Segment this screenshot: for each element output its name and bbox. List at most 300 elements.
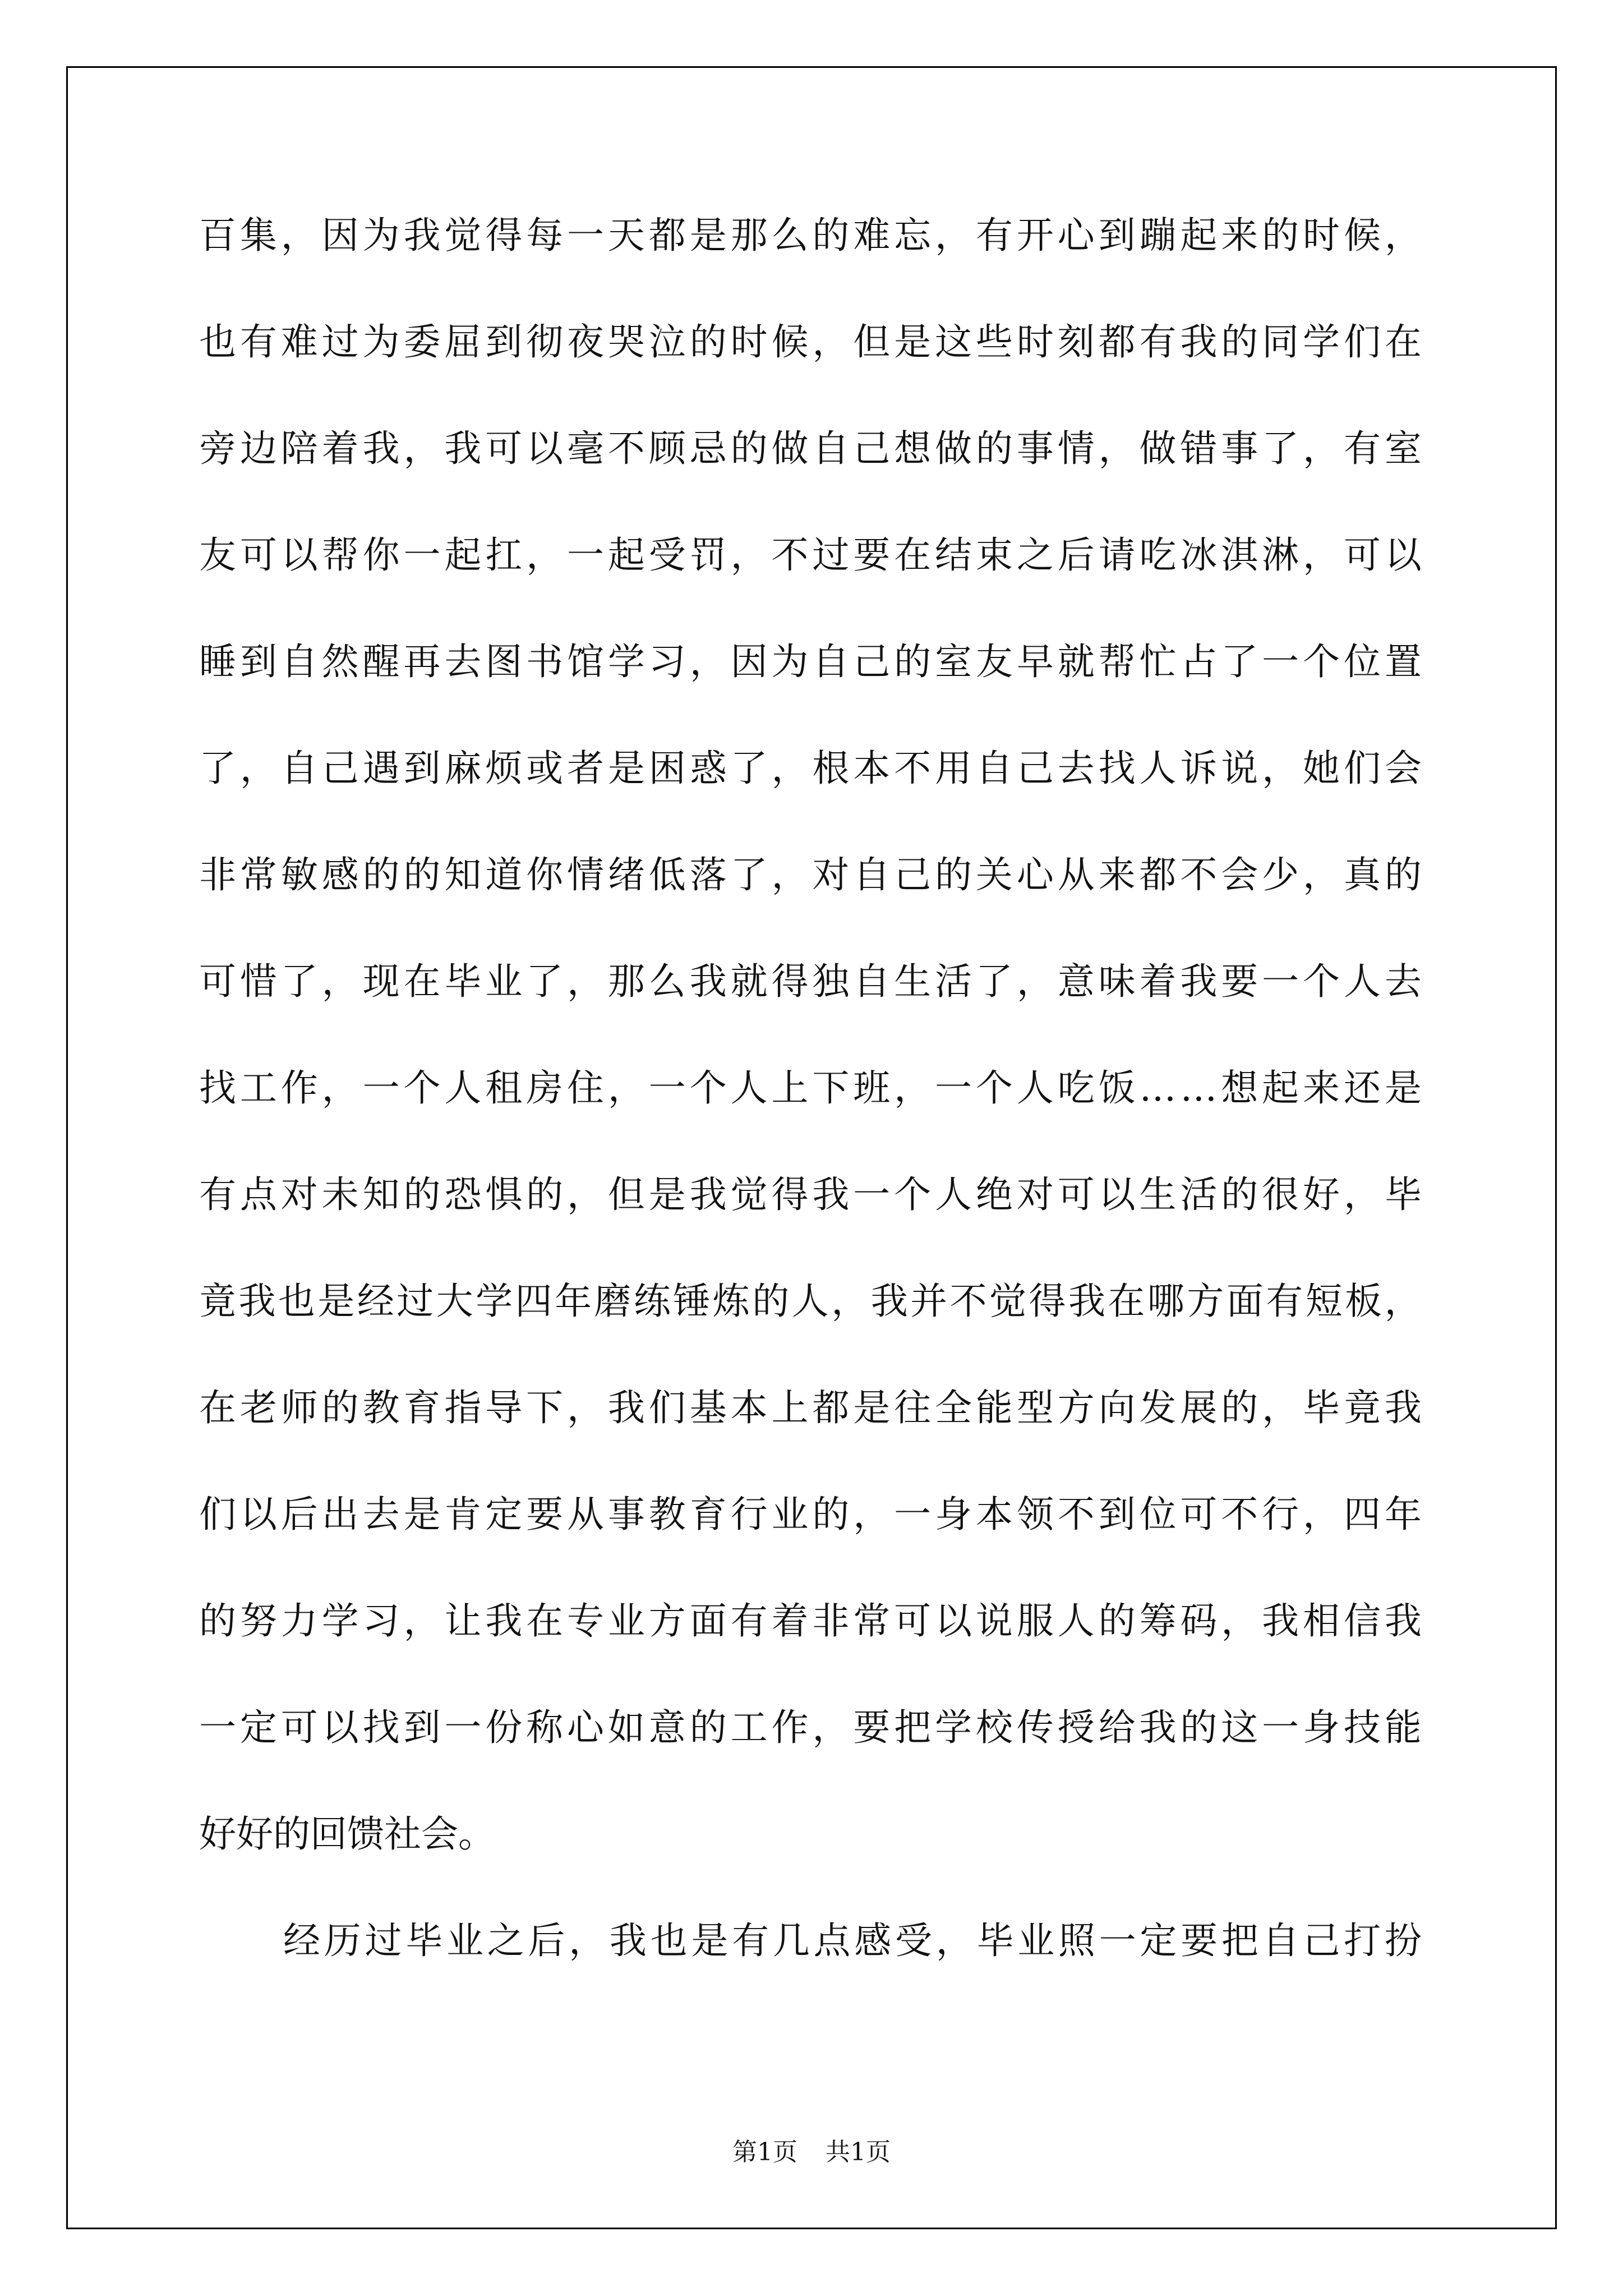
glyph: ， [1303, 853, 1340, 896]
glyph: 自 [280, 640, 318, 683]
glyph: 是 [689, 214, 727, 257]
glyph: 了 [730, 747, 768, 790]
glyph: 的 [362, 853, 400, 896]
glyph: 去 [362, 1493, 400, 1536]
glyph: 基 [689, 1386, 727, 1429]
glyph: 过 [321, 320, 359, 364]
glyph: 个 [1303, 640, 1340, 683]
glyph: 就 [730, 960, 768, 1003]
glyph: 我 [362, 427, 400, 470]
glyph: 是 [403, 1493, 441, 1536]
glyph: 常 [239, 853, 277, 896]
glyph: ， [403, 1599, 441, 1642]
glyph: 我 [403, 214, 441, 257]
glyph: 心 [567, 1706, 605, 1749]
glyph: 指 [444, 1386, 482, 1429]
glyph: 麻 [444, 747, 482, 790]
glyph: ， [771, 747, 809, 790]
glyph: 经 [357, 1280, 394, 1323]
glyph: 可 [239, 533, 277, 577]
glyph: 做 [935, 427, 972, 470]
glyph: 事 [607, 1493, 645, 1536]
glyph: 四 [515, 1280, 552, 1323]
glyph: 意 [648, 1706, 686, 1749]
text-line [199, 1913, 1422, 2019]
glyph: 有 [1343, 427, 1381, 470]
glyph: ， [567, 1386, 605, 1429]
glyph: 学 [935, 1706, 972, 1749]
glyph: 个 [894, 1173, 932, 1216]
glyph: 的 [1262, 214, 1299, 257]
glyph: ， [1262, 747, 1299, 790]
glyph: 如 [607, 1706, 645, 1749]
glyph: 可 [199, 960, 236, 1003]
glyph: 罚 [689, 533, 727, 577]
glyph: 我 [238, 1280, 276, 1323]
glyph: 有 [199, 1173, 236, 1216]
glyph: 情 [567, 853, 605, 896]
glyph: 难 [853, 214, 891, 257]
glyph: 我 [870, 1280, 908, 1323]
glyph: 个 [689, 1066, 727, 1110]
glyph: 炼 [712, 1280, 750, 1323]
glyph: 同 [1262, 320, 1299, 364]
glyph: 行 [730, 1493, 768, 1536]
glyph: 身 [1303, 1706, 1340, 1749]
glyph: 起 [1262, 1066, 1299, 1110]
glyph: 定 [485, 1493, 523, 1536]
glyph: 以 [321, 1706, 359, 1749]
glyph: 不 [1180, 853, 1218, 896]
glyph: 是 [648, 1173, 686, 1216]
glyph: ， [569, 1919, 606, 1962]
glyph: 工 [730, 1706, 768, 1749]
glyph: 自 [853, 960, 891, 1003]
glyph: 来 [1221, 214, 1258, 257]
glyph: 哭 [607, 320, 645, 364]
glyph: 未 [321, 1173, 359, 1216]
glyph: 在 [1108, 1280, 1145, 1323]
glyph: 过 [365, 1919, 402, 1962]
glyph: 业 [446, 1919, 483, 1962]
glyph: 打 [1344, 1919, 1381, 1962]
glyph: 租 [485, 1066, 523, 1110]
glyph: 起 [444, 533, 482, 577]
glyph: 这 [935, 320, 972, 364]
glyph: 个 [403, 1066, 441, 1110]
glyph: 教 [362, 1386, 400, 1429]
glyph: 下 [812, 1066, 850, 1110]
glyph: ， [239, 747, 277, 790]
glyph: 因 [730, 640, 768, 683]
glyph: 会 [1384, 747, 1422, 790]
glyph: 做 [771, 427, 809, 470]
glyph: 了 [730, 853, 768, 896]
glyph: 困 [648, 747, 686, 790]
glyph: 本 [730, 1386, 768, 1429]
glyph: 过 [812, 533, 850, 577]
text-line [199, 954, 1422, 1060]
glyph: 的 [894, 640, 932, 683]
glyph: 有 [975, 214, 1013, 257]
glyph: 个 [1303, 960, 1340, 1003]
glyph: 好 [1303, 1173, 1340, 1216]
glyph: 以 [239, 1493, 277, 1536]
glyph: 作 [771, 1706, 809, 1749]
glyph: 哪 [1147, 1280, 1184, 1323]
glyph: 吃 [1139, 533, 1177, 577]
glyph: 一 [1262, 960, 1299, 1003]
glyph: 己 [853, 640, 891, 683]
glyph: 边 [239, 427, 277, 470]
glyph: 的 [1221, 1386, 1258, 1429]
glyph: 得 [1029, 1280, 1066, 1323]
glyph: 力 [280, 1599, 318, 1642]
glyph: 服 [1016, 1599, 1054, 1642]
glyph: 很 [1262, 1173, 1299, 1216]
glyph: 敏 [280, 853, 318, 896]
glyph: 睡 [199, 640, 236, 683]
glyph: 班 [853, 1066, 891, 1110]
glyph: 忌 [689, 427, 727, 470]
glyph: 绝 [975, 1173, 1013, 1216]
text-line [199, 1273, 1422, 1380]
glyph: 活 [935, 960, 972, 1003]
page-number: 第1页 [732, 2138, 797, 2166]
glyph: 己 [894, 853, 932, 896]
glyph: 也 [199, 320, 236, 364]
glyph: 然 [321, 640, 359, 683]
glyph: 了 [280, 960, 318, 1003]
glyph: 习 [362, 1599, 400, 1642]
glyph: 屈 [444, 320, 482, 364]
glyph: ， [403, 427, 441, 470]
glyph: 独 [812, 960, 850, 1003]
glyph: 校 [975, 1706, 1013, 1749]
glyph: 的 [1221, 320, 1258, 364]
glyph: 之 [487, 1919, 524, 1962]
glyph: 低 [648, 853, 686, 896]
text-line [199, 847, 1422, 954]
glyph: 忙 [1139, 640, 1177, 683]
glyph: 以 [1098, 1173, 1136, 1216]
glyph: 不 [607, 427, 645, 470]
glyph: 一 [444, 1706, 482, 1749]
glyph: 一 [1262, 1706, 1299, 1749]
glyph: 么 [771, 214, 809, 257]
glyph: 一 [403, 533, 441, 577]
glyph: 诉 [1180, 747, 1218, 790]
glyph: 本 [853, 747, 891, 790]
glyph: … [1139, 1066, 1177, 1110]
glyph: ， [771, 853, 809, 896]
glyph: 育 [689, 1493, 727, 1536]
glyph: 学 [607, 640, 645, 683]
glyph: 筹 [1139, 1599, 1177, 1642]
glyph: ， [1262, 1386, 1299, 1429]
glyph: 要 [853, 1706, 891, 1749]
glyph: 非 [812, 1599, 850, 1642]
glyph: 扛 [485, 533, 523, 577]
glyph: ， [812, 1706, 850, 1749]
text-line [199, 1060, 1422, 1167]
glyph: 的 [689, 320, 727, 364]
glyph: 在 [526, 1599, 564, 1642]
glyph: 是 [1384, 1066, 1422, 1110]
glyph: 味 [1098, 960, 1136, 1003]
glyph: 以 [526, 427, 564, 470]
glyph: 努 [239, 1599, 277, 1642]
glyph: 份 [485, 1706, 523, 1749]
glyph: 全 [935, 1386, 972, 1429]
glyph: 可 [280, 1706, 318, 1749]
glyph: 在 [1384, 320, 1422, 364]
glyph: 锤 [673, 1280, 711, 1323]
glyph: 束 [975, 533, 1013, 577]
glyph: ， [812, 320, 850, 364]
glyph: 起 [607, 533, 645, 577]
glyph: 了 [1221, 640, 1258, 683]
glyph: 们 [1343, 320, 1381, 364]
glyph: ， [894, 1066, 932, 1110]
glyph: 都 [648, 214, 686, 257]
glyph: 友 [199, 533, 236, 577]
glyph: 一 [199, 1706, 236, 1749]
glyph: 的 [403, 853, 441, 896]
glyph: ， [567, 1173, 605, 1216]
glyph: 烦 [485, 747, 523, 790]
glyph: ， [1303, 427, 1340, 470]
text-line [199, 314, 1422, 421]
glyph: 是 [894, 320, 932, 364]
glyph: 历 [324, 1919, 361, 1962]
glyph: 的 [812, 1493, 850, 1536]
glyph: 人 [791, 1280, 829, 1323]
glyph: 一 [567, 214, 605, 257]
glyph: 我 [1384, 1386, 1422, 1429]
glyph: 一 [648, 1066, 686, 1110]
glyph: 是 [853, 1386, 891, 1429]
glyph: 每 [526, 214, 564, 257]
glyph: 一 [935, 1066, 972, 1110]
glyph: 定 [239, 1706, 277, 1749]
glyph: 之 [1016, 533, 1054, 577]
glyph: 置 [1384, 640, 1422, 683]
glyph: 我 [689, 1173, 727, 1216]
glyph: 不 [1221, 1493, 1258, 1536]
glyph: 对 [1016, 1173, 1054, 1216]
glyph: 我 [1180, 320, 1218, 364]
glyph: ， [730, 533, 768, 577]
glyph: 并 [910, 1280, 948, 1323]
glyph: 上 [771, 1066, 809, 1110]
glyph: 书 [526, 640, 564, 683]
glyph: 可 [894, 1599, 932, 1642]
glyph: 自 [812, 640, 850, 683]
glyph: 有 [732, 1919, 769, 1962]
glyph: 现 [362, 960, 400, 1003]
glyph: 因 [321, 214, 359, 257]
glyph: 的 [1098, 1599, 1136, 1642]
glyph: 给 [1098, 1706, 1136, 1749]
glyph: 淇 [1221, 533, 1258, 577]
glyph: 的 [1180, 1706, 1218, 1749]
glyph: 难 [280, 320, 318, 364]
glyph: 我 [1384, 1599, 1422, 1642]
glyph: 我 [1262, 1599, 1299, 1642]
glyph: 忘 [894, 214, 932, 257]
glyph: 是 [607, 747, 645, 790]
glyph: 到 [239, 640, 277, 683]
glyph: 自 [280, 747, 318, 790]
glyph: 受 [895, 1919, 933, 1962]
glyph: 人 [1343, 960, 1381, 1003]
glyph: 学 [321, 1599, 359, 1642]
glyph: 非 [199, 853, 236, 896]
glyph: 到 [1098, 214, 1136, 257]
glyph: 专 [567, 1599, 605, 1642]
glyph: 生 [894, 960, 932, 1003]
glyph: 为 [771, 640, 809, 683]
glyph: 占 [1180, 640, 1218, 683]
glyph: 我 [689, 960, 727, 1003]
glyph: 我 [607, 1386, 645, 1429]
glyph: 习 [648, 640, 686, 683]
glyph: 时 [730, 320, 768, 364]
glyph: 育 [403, 1386, 441, 1429]
glyph: ， [1098, 427, 1136, 470]
glyph: 以 [280, 533, 318, 577]
glyph: 定 [1140, 1919, 1177, 1962]
glyph: 我 [812, 1173, 850, 1216]
glyph: 一 [894, 1493, 932, 1536]
glyph: 惜 [239, 960, 277, 1003]
text-line [199, 634, 1422, 740]
glyph: 传 [1016, 1706, 1054, 1749]
glyph: 扮 [1384, 1919, 1422, 1962]
glyph: 到 [1098, 1493, 1136, 1536]
glyph: 事 [1016, 427, 1054, 470]
glyph: 是 [691, 1919, 728, 1962]
glyph: 的 [752, 1280, 790, 1323]
glyph: 后 [1057, 533, 1095, 577]
glyph: 为 [362, 320, 400, 364]
glyph: 你 [526, 853, 564, 896]
glyph: 做 [1139, 427, 1177, 470]
glyph: 磨 [594, 1280, 631, 1323]
glyph: 来 [1098, 853, 1136, 896]
glyph: 的 [689, 1706, 727, 1749]
glyph: 也 [278, 1280, 315, 1323]
glyph: 有 [1266, 1280, 1303, 1323]
glyph: 老 [239, 1386, 277, 1429]
glyph: 会 [1221, 853, 1258, 896]
glyph: 以 [935, 1599, 972, 1642]
glyph: 知 [444, 853, 482, 896]
glyph: 上 [771, 1386, 809, 1429]
glyph: 人 [1139, 747, 1177, 790]
glyph: 道 [485, 853, 523, 896]
glyph: 在 [403, 960, 441, 1003]
glyph: 陪 [280, 427, 318, 470]
glyph: 不 [1057, 1493, 1095, 1536]
glyph: 授 [1057, 1706, 1095, 1749]
glyph: 过 [396, 1280, 434, 1323]
glyph: 要 [1221, 960, 1258, 1003]
glyph: 人 [1057, 1599, 1095, 1642]
glyph: 方 [1057, 1386, 1095, 1429]
glyph: 候 [1343, 214, 1381, 257]
glyph: 都 [1139, 853, 1177, 896]
glyph: 后 [280, 1493, 318, 1536]
glyph: 面 [689, 1599, 727, 1642]
glyph: 真 [1343, 853, 1381, 896]
glyph: 去 [1057, 747, 1095, 790]
glyph: ， [935, 214, 972, 257]
glyph: 把 [894, 1706, 932, 1749]
glyph: 了 [975, 960, 1013, 1003]
glyph: 板 [1345, 1280, 1382, 1323]
glyph: 得 [771, 960, 809, 1003]
glyph: 的 [935, 853, 972, 896]
glyph: 发 [1139, 1386, 1177, 1429]
glyph: 说 [1221, 747, 1258, 790]
text-line [199, 421, 1422, 527]
glyph: 感 [854, 1919, 892, 1962]
glyph: 在 [199, 1386, 236, 1429]
glyph: ， [1303, 1493, 1340, 1536]
glyph: 受 [648, 533, 686, 577]
glyph: 觉 [989, 1280, 1027, 1323]
glyph: 旁 [199, 427, 236, 470]
glyph: 后 [528, 1919, 565, 1962]
glyph: 关 [975, 853, 1013, 896]
page-total: 共1页 [826, 2138, 891, 2166]
glyph: 都 [1098, 320, 1136, 364]
glyph: 到 [485, 320, 523, 364]
glyph: 有 [730, 1599, 768, 1642]
glyph: ， [1221, 1599, 1258, 1642]
glyph: 说 [975, 1599, 1013, 1642]
glyph: 时 [1303, 214, 1340, 257]
glyph: 也 [650, 1919, 688, 1962]
glyph: 冰 [1180, 533, 1218, 577]
glyph: 心 [1016, 853, 1054, 896]
glyph: 向 [1098, 1386, 1136, 1429]
glyph: ， [853, 1493, 891, 1536]
glyph: 淋 [1262, 533, 1299, 577]
glyph: 遇 [362, 747, 400, 790]
glyph: 的 [812, 214, 850, 257]
glyph: 人 [444, 1066, 482, 1110]
glyph: 但 [607, 1173, 645, 1216]
glyph: 惧 [485, 1173, 523, 1216]
glyph: 到 [403, 1706, 441, 1749]
glyph: 了 [1262, 427, 1299, 470]
glyph: 们 [1343, 747, 1381, 790]
glyph: 要 [853, 533, 891, 577]
glyph: 要 [1181, 1919, 1218, 1962]
glyph: 委 [403, 320, 441, 364]
glyph: 常 [853, 1599, 891, 1642]
glyph: 作 [280, 1066, 318, 1110]
glyph: 业 [485, 960, 523, 1003]
glyph: 己 [1016, 747, 1054, 790]
glyph: 时 [1016, 320, 1054, 364]
glyph: ， [280, 214, 318, 257]
glyph: 感 [321, 853, 359, 896]
glyph: 觉 [730, 1173, 768, 1216]
